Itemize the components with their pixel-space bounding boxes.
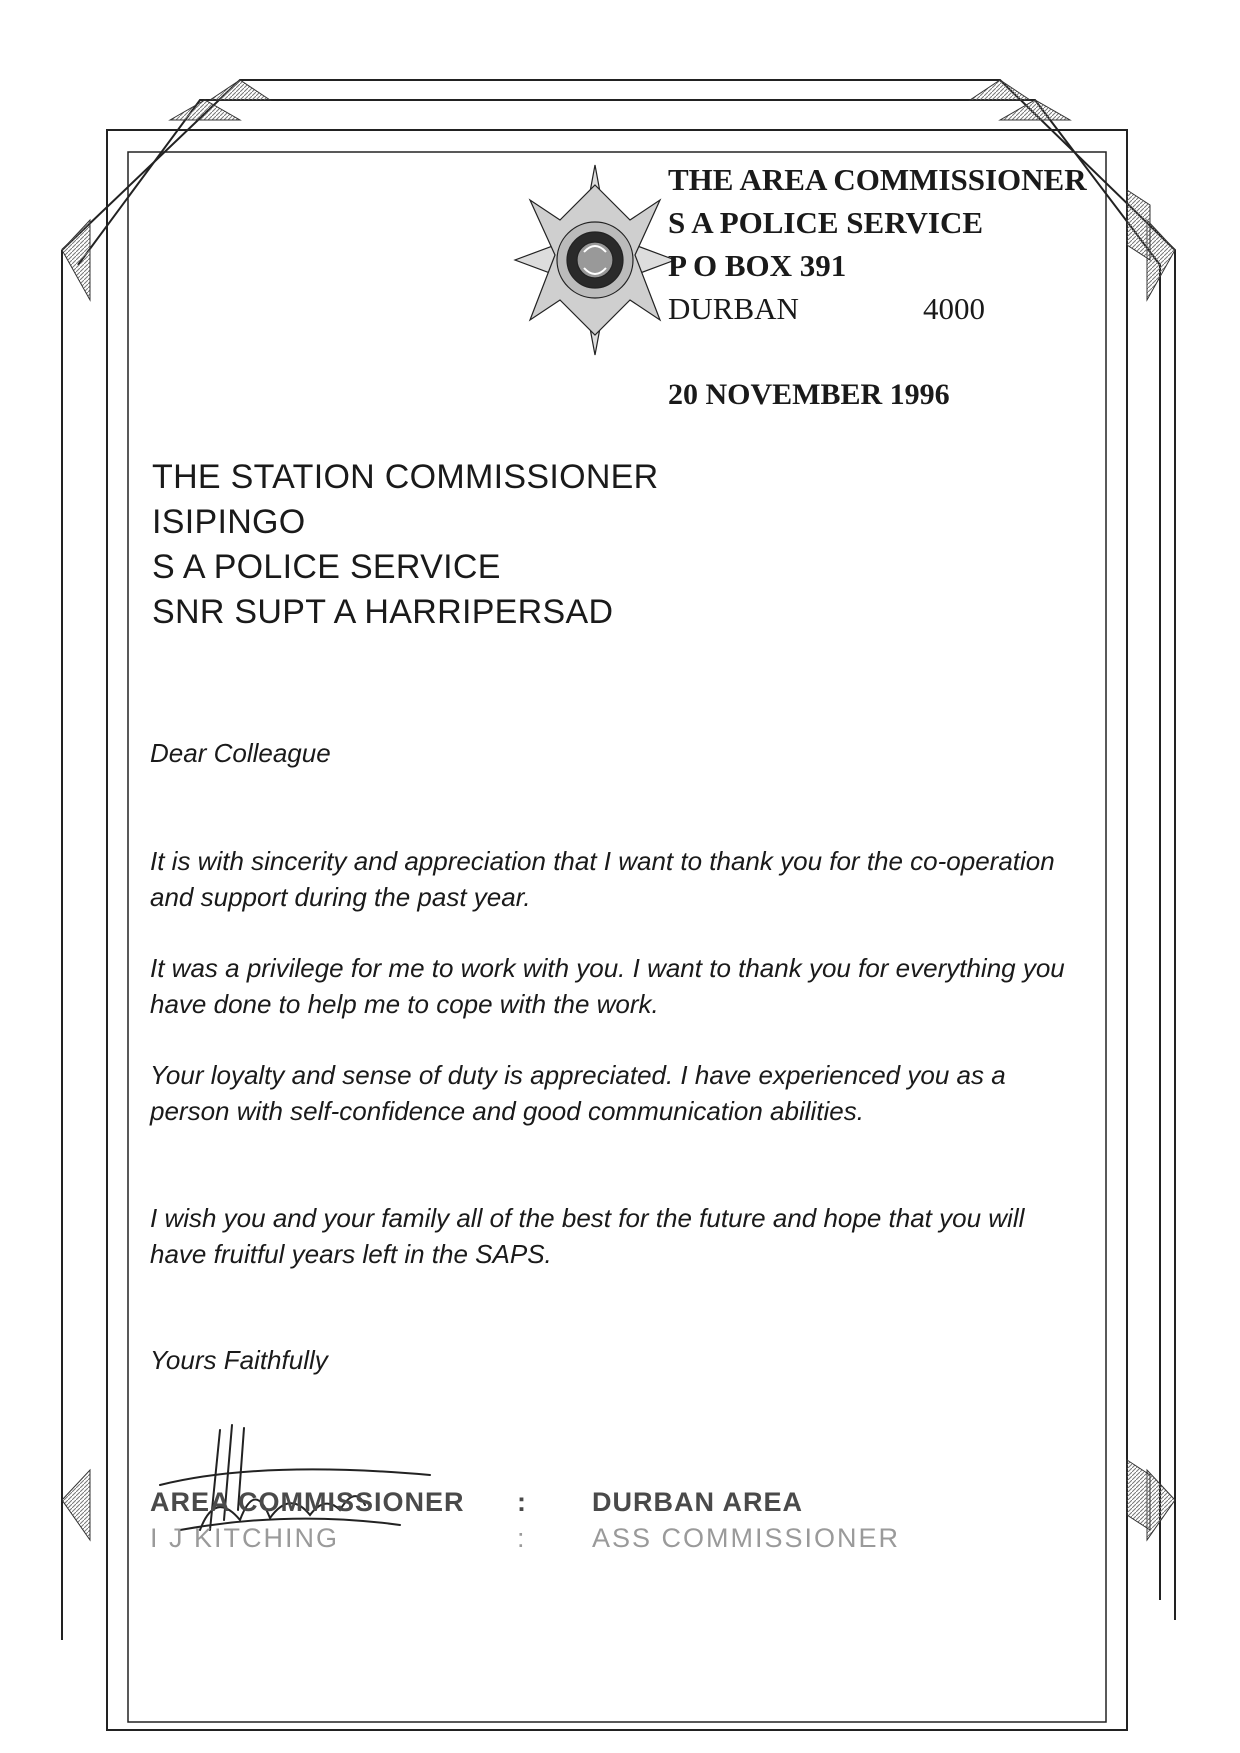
recipient-line: ISIPINGO — [152, 503, 306, 541]
body-paragraph: Your loyalty and sense of duty is appreciated. I have experienced you as a person with self-confidence and good communication abilities. — [150, 1060, 1006, 1126]
letterhead-postal-code: 4000 — [923, 291, 985, 326]
letterhead-office: THE AREA COMMISSIONER — [668, 162, 1087, 197]
letterhead-address — [668, 158, 1087, 330]
letterhead-city-line — [668, 287, 1087, 330]
letter-date: 20 NOVEMBER 1996 — [668, 378, 950, 411]
separator-colon: : — [517, 1523, 527, 1553]
letterhead-service: S A POLICE SERVICE — [668, 205, 984, 240]
recipient-line: SNR SUPT A HARRIPERSAD — [152, 593, 614, 631]
body-paragraph: It was a privilege for me to work with you. I want to thank you for everything you have done to help me to cope with the work. — [150, 953, 1065, 1019]
body-paragraph: I wish you and your family all of the best for the future and hope that you will have fruitful years left in the SAPS. — [150, 1203, 1025, 1269]
signatory-area: DURBAN AREA — [592, 1487, 803, 1517]
separator-colon: : — [517, 1487, 527, 1517]
body-paragraph: It is with sincerity and appreciation that I want to thank you for the co-operation and support during the past year. — [150, 846, 1055, 912]
police-star-emblem — [510, 160, 680, 360]
signatory-rank: ASS COMMISSIONER — [592, 1523, 901, 1553]
letterhead-box: P O BOX 391 — [668, 248, 847, 283]
salutation: Dear Colleague — [150, 738, 331, 768]
signatory-role: AREA COMMISSIONER — [150, 1487, 465, 1517]
recipient-line: S A POLICE SERVICE — [152, 548, 501, 586]
recipient-line: THE STATION COMMISSIONER — [152, 458, 659, 496]
letterhead-city: DURBAN — [668, 291, 799, 326]
closing: Yours Faithfully — [150, 1345, 328, 1375]
signatory-name: I J KITCHING — [150, 1523, 340, 1553]
recipient-address — [152, 455, 659, 635]
